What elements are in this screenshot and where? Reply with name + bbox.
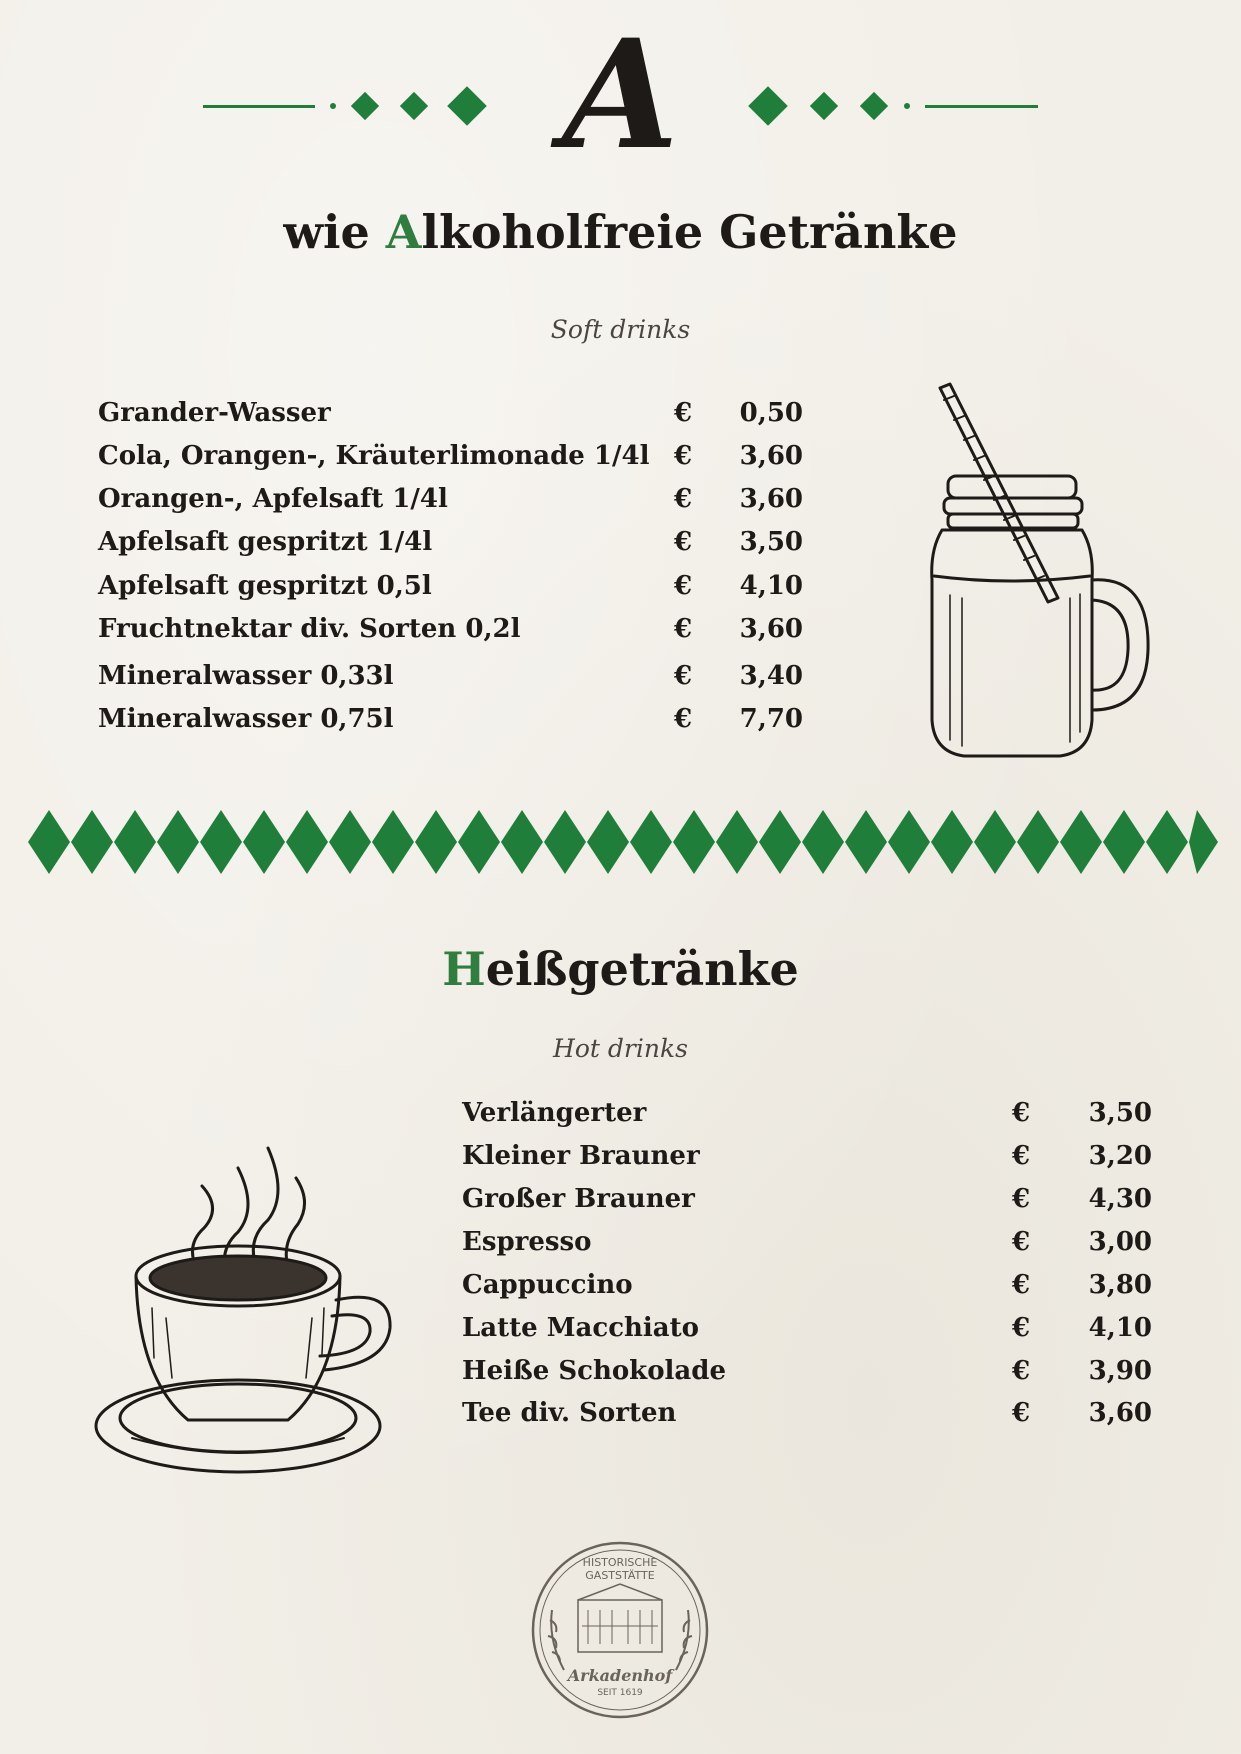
coffee-cup-icon [92, 1128, 412, 1498]
hot-drinks-list [462, 1098, 1162, 1438]
item-price: 4,30 [1088, 1184, 1152, 1214]
item-price: 3,60 [1088, 1398, 1152, 1428]
item-name: Cola, Orangen-, Kräuterlimonade 1/4l [98, 441, 650, 471]
list-item [98, 704, 818, 744]
item-currency: € [1012, 1098, 1031, 1128]
soft-drinks-list [98, 398, 818, 748]
item-name: Tee div. Sorten [462, 1398, 677, 1428]
item-name: Fruchtnektar div. Sorten 0,2l [98, 614, 521, 644]
section-initial: A [562, 7, 679, 183]
item-price: 3,60 [739, 614, 803, 644]
item-name: Großer Brauner [462, 1184, 695, 1214]
restaurant-logo [530, 1540, 710, 1720]
item-currency: € [674, 704, 693, 734]
hot-drinks-title [0, 942, 1241, 996]
item-name: Verlängerter [462, 1098, 647, 1128]
item-price: 3,20 [1088, 1141, 1152, 1171]
logo-line1: HISTORISCHE [582, 1556, 658, 1569]
title-prefix: wie [283, 205, 386, 259]
item-price: 0,50 [739, 398, 803, 428]
logo-since: SEIT 1619 [597, 1688, 643, 1698]
item-currency: € [674, 527, 693, 557]
list-item [462, 1141, 1162, 1181]
item-price: 7,70 [739, 704, 803, 734]
item-price: 4,10 [1088, 1313, 1152, 1343]
item-currency: € [1012, 1270, 1031, 1300]
title-rest: lkoholfreie Getränke [421, 205, 958, 259]
item-currency: € [1012, 1313, 1031, 1343]
item-name: Apfelsaft gespritzt 0,5l [98, 571, 432, 601]
item-name: Heiße Schokolade [462, 1356, 726, 1386]
section-subtitle: Soft drinks [550, 315, 691, 344]
list-item [462, 1356, 1162, 1396]
item-name: Mineralwasser 0,33l [98, 661, 394, 691]
item-currency: € [1012, 1184, 1031, 1214]
item-currency: € [674, 484, 693, 514]
item-name: Mineralwasser 0,75l [98, 704, 394, 734]
list-item [462, 1398, 1162, 1438]
item-price: 3,80 [1088, 1270, 1152, 1300]
item-currency: € [1012, 1398, 1031, 1428]
list-item [462, 1270, 1162, 1310]
list-item [462, 1313, 1162, 1353]
list-item [462, 1184, 1162, 1224]
logo-line2: GASTSTÄTTE [585, 1569, 655, 1582]
logo-name: Arkadenhof [567, 1666, 673, 1685]
item-name: Grander-Wasser [98, 398, 331, 428]
list-item [98, 661, 818, 701]
item-currency: € [674, 441, 693, 471]
item-currency: € [674, 571, 693, 601]
list-item [98, 441, 818, 481]
item-currency: € [1012, 1227, 1031, 1257]
section-title [0, 205, 1241, 259]
item-price: 3,50 [739, 527, 803, 557]
item-price: 3,60 [739, 441, 803, 471]
item-name: Orangen-, Apfelsaft 1/4l [98, 484, 448, 514]
item-name: Latte Macchiato [462, 1313, 700, 1343]
item-name: Espresso [462, 1227, 592, 1257]
item-currency: € [674, 661, 693, 691]
item-name: Kleiner Brauner [462, 1141, 700, 1171]
item-currency: € [674, 614, 693, 644]
list-item [98, 571, 818, 611]
item-price: 3,00 [1088, 1227, 1152, 1257]
list-item [98, 527, 818, 567]
title-accent-letter: A [385, 205, 422, 259]
diamond-divider [28, 810, 1218, 874]
item-currency: € [1012, 1356, 1031, 1386]
item-currency: € [674, 398, 693, 428]
item-name: Apfelsaft gespritzt 1/4l [98, 527, 433, 557]
list-item [98, 398, 818, 438]
mason-jar-drink-icon [920, 380, 1160, 770]
list-item [98, 484, 818, 524]
list-item [462, 1227, 1162, 1267]
item-price: 3,50 [1088, 1098, 1152, 1128]
item-name: Cappuccino [462, 1270, 633, 1300]
hot-drinks-subtitle: Hot drinks [553, 1034, 688, 1063]
title-rest: eißgetränke [485, 942, 799, 996]
item-price: 3,60 [739, 484, 803, 514]
item-price: 3,90 [1088, 1356, 1152, 1386]
list-item [98, 614, 818, 654]
list-item [462, 1098, 1162, 1138]
item-price: 4,10 [739, 571, 803, 601]
title-accent-letter: H [442, 942, 486, 996]
item-currency: € [1012, 1141, 1031, 1171]
item-price: 3,40 [739, 661, 803, 691]
